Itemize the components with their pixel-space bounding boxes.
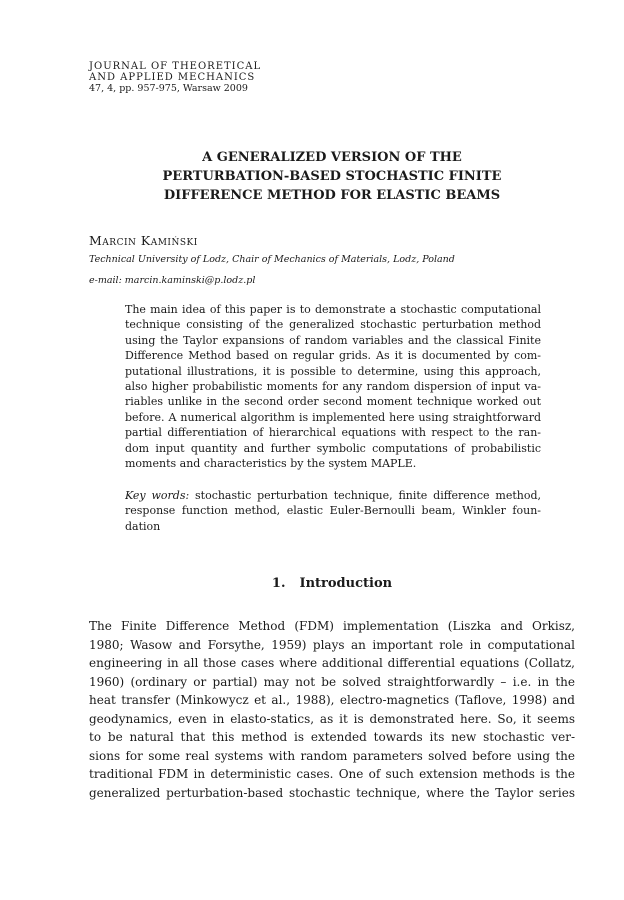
title-line: DIFFERENCE METHOD FOR ELASTIC BEAMS <box>163 188 501 203</box>
keywords-line <box>125 488 541 503</box>
abstract-line: riables unlike in the second order second moment technique worked out <box>125 395 541 409</box>
journal-header <box>89 61 261 94</box>
body-line: 1980; Wasow and Forsythe, 1959) plays an important role in computational <box>89 637 575 652</box>
title-line: A GENERALIZED VERSION OF THE <box>202 150 462 165</box>
keywords-label: Key words: <box>125 489 190 502</box>
abstract <box>125 302 541 471</box>
keywords-line: response function method, elastic Euler-Bernoulli beam, Winkler foun- <box>125 504 541 518</box>
body-line: generalized perturbation-based stochastic technique, where the Taylor series <box>89 785 575 800</box>
abstract-line: Difference Method based on regular grids. As it is documented by com- <box>125 349 541 363</box>
abstract-line: putational illustrations, it is possible to determine, using this approach, <box>125 364 541 378</box>
body-line: to be natural that this method is extended towards its new stochastic ver- <box>89 730 575 744</box>
keywords-line: dation <box>125 519 161 533</box>
section-heading <box>89 576 575 591</box>
keywords <box>125 488 541 534</box>
abstract-line: moments and characteristics by the system MAPLE. <box>125 457 417 471</box>
body-line: traditional FDM in deterministic cases. One of such extension methods is the <box>89 767 575 781</box>
author-affiliation: Technical University of Lodz, Chair of Mechanics of Materials, Lodz, Poland <box>89 254 455 265</box>
body-line: geodynamics, even in elasto-statics, as it is demonstrated here. So, it seems <box>89 711 575 726</box>
keywords-text: stochastic perturbation technique, finite difference method, <box>189 489 541 502</box>
abstract-line: The main idea of this paper is to demonstrate a stochastic computational <box>125 303 541 316</box>
author-email: e-mail: marcin.kaminski@p.lodz.pl <box>89 275 256 286</box>
body-line: The Finite Difference Method (FDM) implementation (Liszka and Orkisz, <box>89 619 575 633</box>
author-name: Marcin Kamiński <box>89 233 198 248</box>
body-line: 1960) (ordinary or partial) may not be solved straightforwardly – i.e. in the <box>89 674 575 689</box>
abstract-line: using the Taylor expansions of random variables and the classical Finite <box>125 333 541 347</box>
body-line: engineering in all those cases where additional differential equations (Collatz, <box>89 656 575 670</box>
title-line: PERTURBATION-BASED STOCHASTIC FINITE <box>162 169 502 184</box>
abstract-line: also higher probabilistic moments for any random dispersion of input va- <box>125 380 541 394</box>
abstract-line: before. A numerical algorithm is implemented here using straightforward <box>125 410 541 424</box>
section-number: 1. <box>271 576 286 591</box>
section-title: Introduction <box>299 576 393 591</box>
journal-name-line1: JOURNAL OF THEORETICAL <box>89 61 262 72</box>
abstract-line: technique consisting of the generalized stochastic perturbation method <box>125 318 541 332</box>
abstract-line: partial differentiation of hierarchical equations with respect to the ran- <box>125 426 541 440</box>
journal-volume-pages: 47, 4, pp. 957-975, Warsaw 2009 <box>89 83 248 94</box>
abstract-line: dom input quantity and further symbolic computations of probabilistic <box>125 441 541 455</box>
body-line: heat transfer (Minkowycz et al., 1988), electro-magnetics (Taflove, 1998) and <box>89 693 575 707</box>
body-paragraph <box>89 617 575 802</box>
paper-title <box>89 148 575 205</box>
journal-name-line2: AND APPLIED MECHANICS <box>89 72 256 83</box>
body-line: sions for some real systems with random parameters solved before using the <box>89 748 575 763</box>
